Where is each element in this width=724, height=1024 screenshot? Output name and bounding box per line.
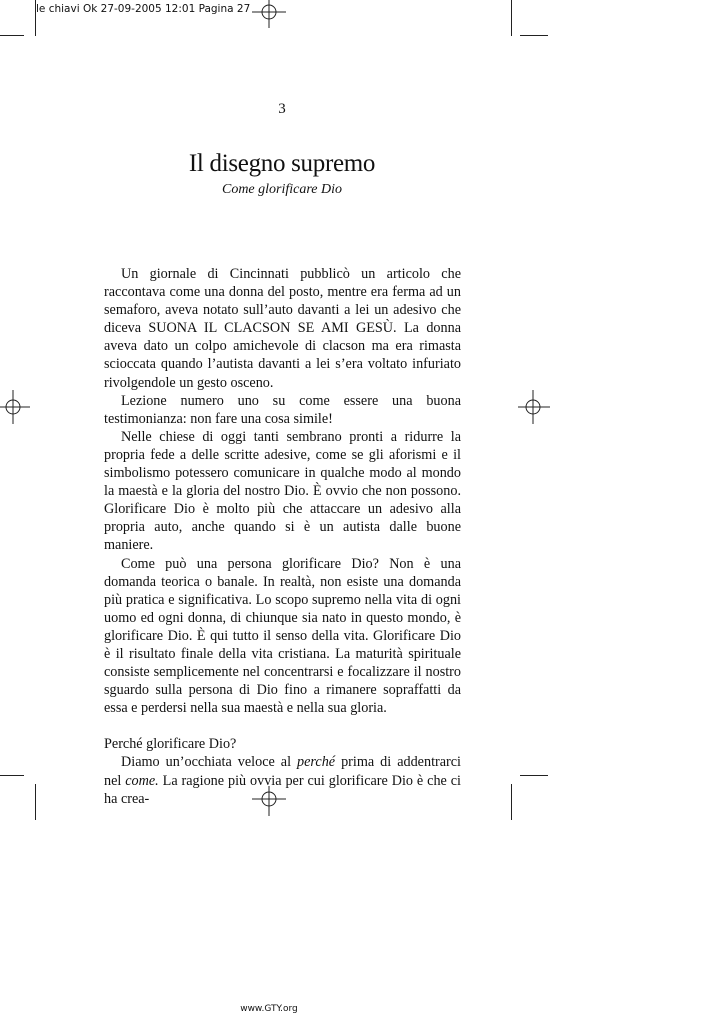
paragraph: Nelle chiese di oggi tanti sembrano pronti a ridurre la propria fede a delle scritte adesive, come se gli aforismi e il simbolismo potessero comunicare in qualche modo al mondo la maestà e la gloria del nostro Dio. È ovvio che non possono. Glorificare Dio è molto più che attaccare un adesivo alla propria auto, anche quando si è un autista dalle buone maniere. <box>104 428 461 554</box>
crop-mark <box>0 35 24 36</box>
section-heading: Perché glorificare Dio? <box>104 736 237 753</box>
registration-mark-icon <box>252 0 286 34</box>
text-run: La ragione più ovvia per cui glorificare Dio è che ci ha crea- <box>104 772 461 807</box>
paragraph: Un giornale di Cincinnati pubblicò un articolo che raccontava come una donna del posto, mentre era ferma ad un semaforo, aveva notato sull’auto davanti a lei un adesivo che diceva SUONA IL CLACSON SE AMI GESÙ. La donna aveva dato un colpo amichevole di clacson ma era rimasta scioccata quando l’autista davanti a lei s’era voltato infuriato rivolgendole un gesto osceno. <box>104 266 461 391</box>
footer-url: www.GTY.org <box>240 1004 298 1014</box>
chapter-subtitle: Come glorificare Dio <box>221 182 343 197</box>
emphasis: come. <box>125 772 159 789</box>
crop-mark <box>35 0 36 36</box>
paragraph: Lezione numero uno su come essere una buona testimonianza: non fare una cosa simile! <box>104 392 461 427</box>
crop-mark <box>511 784 512 820</box>
chapter-title: Il disegno supremo <box>188 150 376 177</box>
crop-mark <box>520 35 548 36</box>
crop-mark <box>520 775 548 776</box>
paragraph <box>104 753 461 807</box>
emphasis: perché <box>297 754 336 771</box>
text-run: Diamo un’occhiata veloce al <box>121 754 298 771</box>
registration-mark-icon <box>0 390 34 424</box>
registration-mark-icon <box>516 390 550 424</box>
paragraph: Come può una persona glorificare Dio? Non è una domanda teorica o banale. In realtà, non esiste una domanda più pratica e significativa. Lo scopo supremo nella vita di ogni uomo ed ogni donna, di chiunque sia nato in questo mondo, è glorificare Dio. È qui tutto il senso della vita. Glorificare Dio è il risultato finale della vita cristiana. La maturità spirituale consiste semplicemente nel concentrarsi e focalizzare il nostro sguardo sulla persona di Dio fino a rimanere sopraffatti da essa e perdersi nella sua maestà e nella sua gloria. <box>104 555 461 717</box>
text-run: prima di addentrarci nel <box>104 754 461 789</box>
crop-mark <box>511 0 512 36</box>
page-number: 3 <box>278 101 286 117</box>
body-text <box>104 265 461 808</box>
crop-mark <box>0 775 24 776</box>
crop-mark <box>35 784 36 820</box>
print-slug: le chiavi Ok 27-09-2005 12:01 Pagina 27 <box>36 3 251 15</box>
